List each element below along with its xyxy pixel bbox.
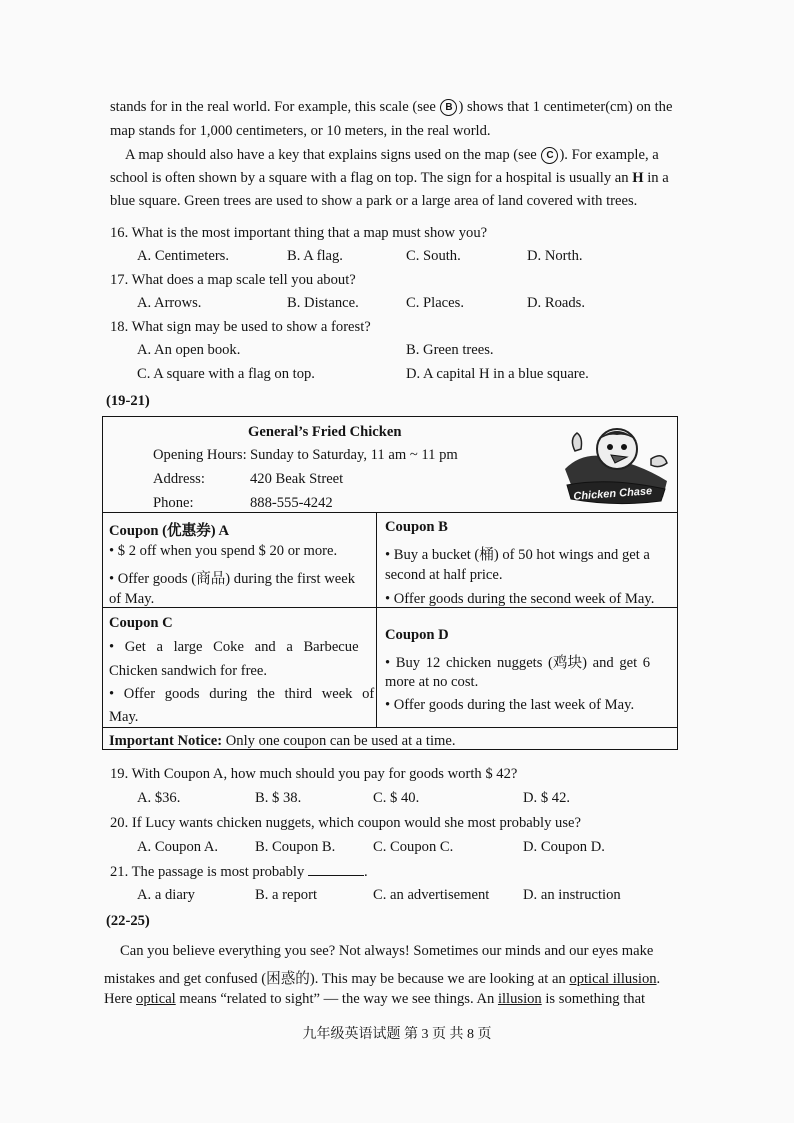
hours-label: Opening Hours:	[153, 447, 247, 463]
bold-letter: H	[632, 170, 644, 186]
q18-option-b: B. Green trees.	[406, 342, 494, 358]
phone-value: 888-555-4242	[250, 495, 333, 511]
divider	[103, 512, 677, 513]
important-notice	[109, 733, 456, 750]
section-label-22-25: (22-25)	[106, 913, 150, 929]
coupon-d-line: more at no cost.	[385, 674, 479, 690]
text: mistakes and get confused (困惑的). This may be because we are looking at an	[104, 971, 570, 987]
text: A map should also have a key that explains signs used on the map (see	[125, 147, 541, 163]
question-20-stem: 20. If Lucy wants chicken nuggets, which coupon would she most probably use?	[110, 815, 581, 831]
q19-option-d: D. $ 42.	[523, 790, 571, 806]
coupon-c-line: • Get a large Coke and a Barbecue	[109, 639, 359, 655]
q17-option-a: A. Arrows.	[137, 295, 202, 311]
passage-bottom-line-2	[104, 967, 660, 988]
coupon-c-line: Chicken sandwich for free.	[109, 663, 268, 679]
chicken-chase-logo	[555, 419, 673, 509]
text: ). For example, a	[559, 147, 659, 163]
q19-option-b: B. $ 38.	[255, 790, 302, 806]
notice-text: Only one coupon can be used at a time.	[222, 733, 456, 749]
q21-option-c: C. an advertisement	[373, 887, 490, 903]
divider	[376, 512, 377, 727]
logo-text: Chicken Chase	[573, 485, 653, 503]
coupon-d-line: • Buy 12 chicken nuggets (鸡块) and get 6	[385, 655, 651, 671]
text: ) shows that 1 centimeter(cm) on the	[458, 99, 673, 115]
passage-line-2: map stands for 1,000 centimeters, or 10 meters, in the real world.	[110, 123, 491, 139]
advertisement-table	[102, 416, 678, 750]
text: 21. The passage is most probably	[110, 864, 305, 880]
passage-bottom-line-1: Can you believe everything you see? Not always! Sometimes our minds and our eyes make	[120, 943, 654, 959]
page-footer: 九年级英语试题 第 3 页 共 8 页	[302, 1027, 492, 1042]
q19-option-a: A. $36.	[137, 790, 181, 806]
q16-option-a: A. Centimeters.	[137, 248, 230, 264]
text: .	[363, 864, 368, 880]
opening-hours: Sunday to Saturday, 11 am ~ 11 pm	[250, 447, 458, 463]
coupon-c-title: Coupon C	[109, 615, 173, 631]
coupon-b-line: • Offer goods during the second week of May.	[385, 591, 655, 607]
underlined-term: optical	[136, 991, 176, 1007]
text: means “related to sight” — the way we see things. An	[175, 991, 498, 1007]
coupon-b-line: • Buy a bucket (桶) of 50 hot wings and get a	[385, 547, 650, 563]
coupon-a-title: Coupon (优惠券) A	[109, 523, 230, 539]
text: stands for in the real world. For example, this scale (see	[110, 99, 440, 115]
question-18-stem: 18. What sign may be used to show a forest?	[110, 319, 371, 335]
q20-option-b: B. Coupon B.	[255, 839, 336, 855]
q16-option-c: C. South.	[406, 248, 461, 264]
question-17-stem: 17. What does a map scale tell you about?	[110, 272, 356, 288]
circled-letter-c: C	[541, 147, 558, 164]
answer-blank	[308, 863, 364, 876]
q19-option-c: C. $ 40.	[373, 790, 420, 806]
text: Here	[104, 991, 137, 1007]
address-label: Address:	[153, 471, 205, 487]
question-21-stem	[110, 863, 368, 881]
q20-option-c: C. Coupon C.	[373, 839, 454, 855]
underlined-term: illusion	[497, 991, 542, 1007]
q16-option-d: D. North.	[527, 248, 583, 264]
passage-line-4	[110, 170, 669, 187]
coupon-a-line: • $ 2 off when you spend $ 20 or more.	[109, 543, 338, 559]
passage-bottom-line-3	[104, 991, 645, 1008]
passage-line-1	[110, 99, 672, 116]
coupon-c-line: May.	[109, 709, 139, 725]
text: is something that	[541, 991, 646, 1007]
q18-option-a: A. An open book.	[137, 342, 241, 358]
coupon-a-line: of May.	[109, 591, 155, 607]
coupon-d-line: • Offer goods during the last week of May.	[385, 697, 635, 713]
q20-option-a: A. Coupon A.	[137, 839, 219, 855]
q17-option-c: C. Places.	[406, 295, 464, 311]
text: .	[656, 971, 661, 987]
q21-option-a: A. a diary	[137, 887, 195, 903]
q21-option-b: B. a report	[255, 887, 318, 903]
restaurant-title: General’s Fried Chicken	[248, 424, 402, 440]
q18-option-d: D. A capital H in a blue square.	[406, 366, 589, 382]
divider	[103, 727, 677, 728]
question-19-stem: 19. With Coupon A, how much should you pay for goods worth $ 42?	[110, 766, 518, 782]
coupon-b-line: second at half price.	[385, 567, 503, 583]
coupon-b-title: Coupon B	[385, 519, 448, 535]
underlined-term: optical illusion	[569, 971, 657, 987]
address-value: 420 Beak Street	[250, 471, 344, 487]
text: in a	[643, 170, 669, 186]
question-16-stem: 16. What is the most important thing that a map must show you?	[110, 225, 488, 241]
passage-line-5: blue square. Green trees are used to show a park or a large area of land covered with trees.	[110, 193, 638, 209]
q20-option-d: D. Coupon D.	[523, 839, 605, 855]
q21-option-d: D. an instruction	[523, 887, 621, 903]
q17-option-d: D. Roads.	[527, 295, 585, 311]
coupon-c-line: • Offer goods during the third week of	[109, 686, 375, 702]
phone-label: Phone:	[153, 495, 194, 511]
passage-line-3	[125, 147, 659, 164]
q16-option-b: B. A flag.	[287, 248, 343, 264]
coupon-d-title: Coupon D	[385, 627, 449, 643]
coupon-a-line: • Offer goods (商品) during the first week	[109, 571, 355, 587]
q18-option-c: C. A square with a flag on top.	[137, 366, 315, 382]
circled-letter-b: B	[440, 99, 457, 116]
section-label-19-21: (19-21)	[106, 393, 150, 409]
q17-option-b: B. Distance.	[287, 295, 359, 311]
notice-label: Important Notice:	[109, 733, 223, 749]
text: school is often shown by a square with a flag on top. The sign for a hospital is usually an	[110, 170, 633, 186]
